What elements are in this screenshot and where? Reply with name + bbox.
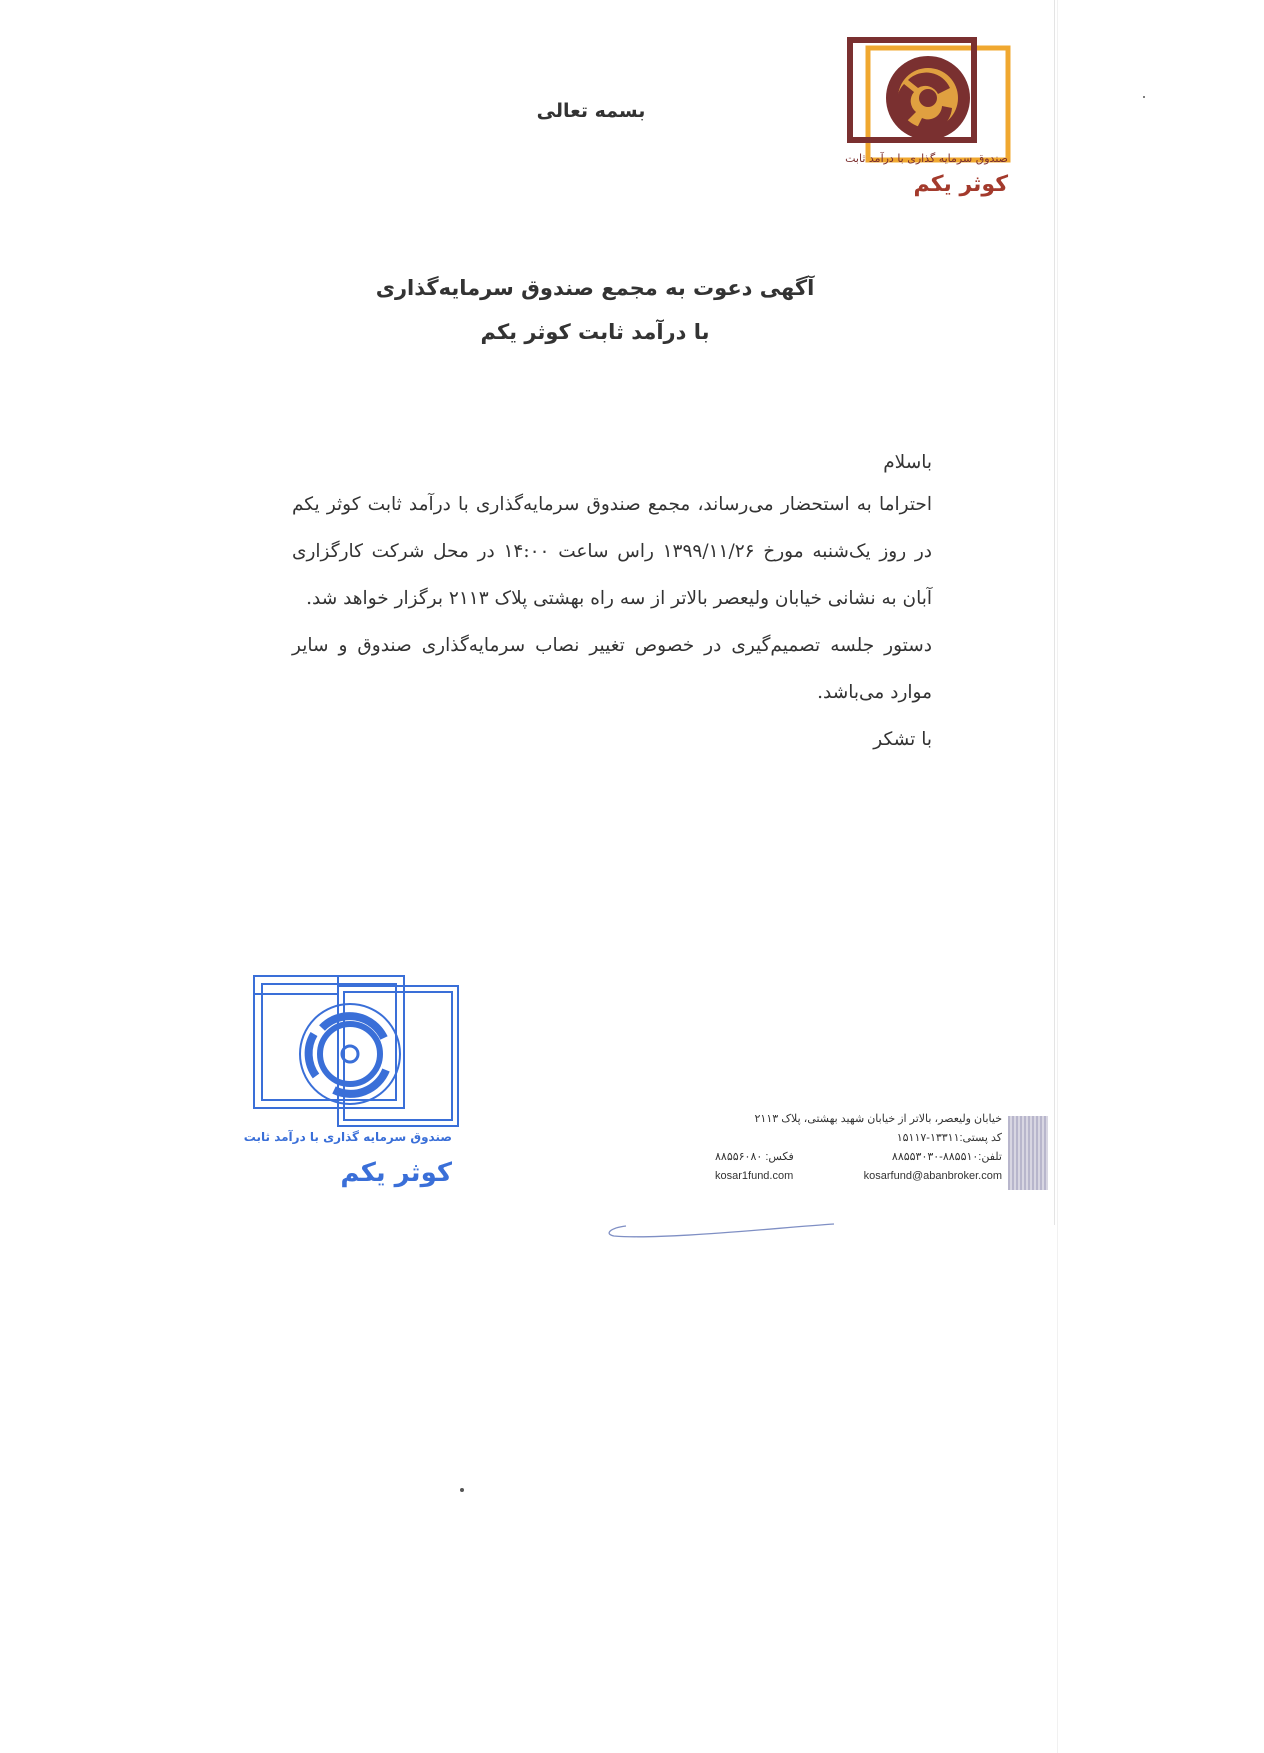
closing-thanks: با تشکر — [873, 729, 932, 750]
notice-title-line2: با درآمد ثابت کوثر یکم — [480, 320, 710, 344]
paragraph-agenda: دستور جلسه تصمیم‌گیری در خصوص تغییر نصاب سرمایه‌گذاری صندوق و سایر موارد می‌باشد. — [292, 635, 932, 703]
page-edge-shadow — [1057, 0, 1058, 1753]
notice-title-line1: آگهی دعوت به مجمع صندوق سرمایه‌گذاری — [375, 276, 815, 300]
page-edge — [1054, 0, 1055, 1225]
letter-body — [292, 452, 932, 763]
logo-caption: صندوق سرمایه گذاری با درآمد ثابت — [845, 152, 1008, 165]
scan-speck — [1143, 96, 1145, 98]
footer-email: kosarfund@abanbroker.com — [863, 1170, 1002, 1182]
stamp-caption: صندوق سرمایه گذاری با درآمد ثابت — [243, 1130, 452, 1144]
footer-web-row — [715, 1167, 1002, 1186]
salutation: باسلام — [883, 452, 932, 473]
scan-speck — [460, 1488, 464, 1492]
footer-phone: تلفن:۸۸۵۵۱۰-۸۸۵۵۳۰۳۰ — [891, 1151, 1002, 1163]
logo-brand: کوثر یکم — [913, 172, 1008, 197]
basmala-heading: بسمه تعالی — [536, 100, 646, 122]
pen-stroke-mark — [604, 1220, 840, 1244]
stamp-brand: کوثر یکم — [340, 1158, 452, 1188]
footer-fax: فکس: ۸۸۵۵۶۰۸۰ — [715, 1151, 794, 1163]
footer-website: kosar1fund.com — [715, 1170, 794, 1182]
footer-phone-fax-row — [715, 1148, 1002, 1167]
footer-contact — [715, 1110, 1002, 1186]
footer-postal-code: کد پستی:۱۳۳۱۱-۱۵۱۱۷ — [896, 1132, 1002, 1144]
footer-accent-bar — [1008, 1116, 1048, 1190]
paragraph-invitation: احتراما به استحضار می‌رساند، مجمع صندوق سرمایه‌گذاری با درآمد ثابت کوثر یکم در روز یک‌شنبه مورخ ۱۳۹۹/۱۱/۲۶ راس ساعت ۱۴:۰۰ در محل شرکت کارگزاری آبان به نشانی خیابان ولیعصر بالاتر از سه راه بهشتی پلاک ۲۱۱۳ برگزار خواهد شد. — [292, 494, 933, 609]
footer-address: خیابان ولیعصر، بالاتر از خیابان شهید بهشتی، پلاک ۲۱۱۳ — [754, 1113, 1002, 1125]
stamp-logo-icon — [248, 972, 464, 1132]
